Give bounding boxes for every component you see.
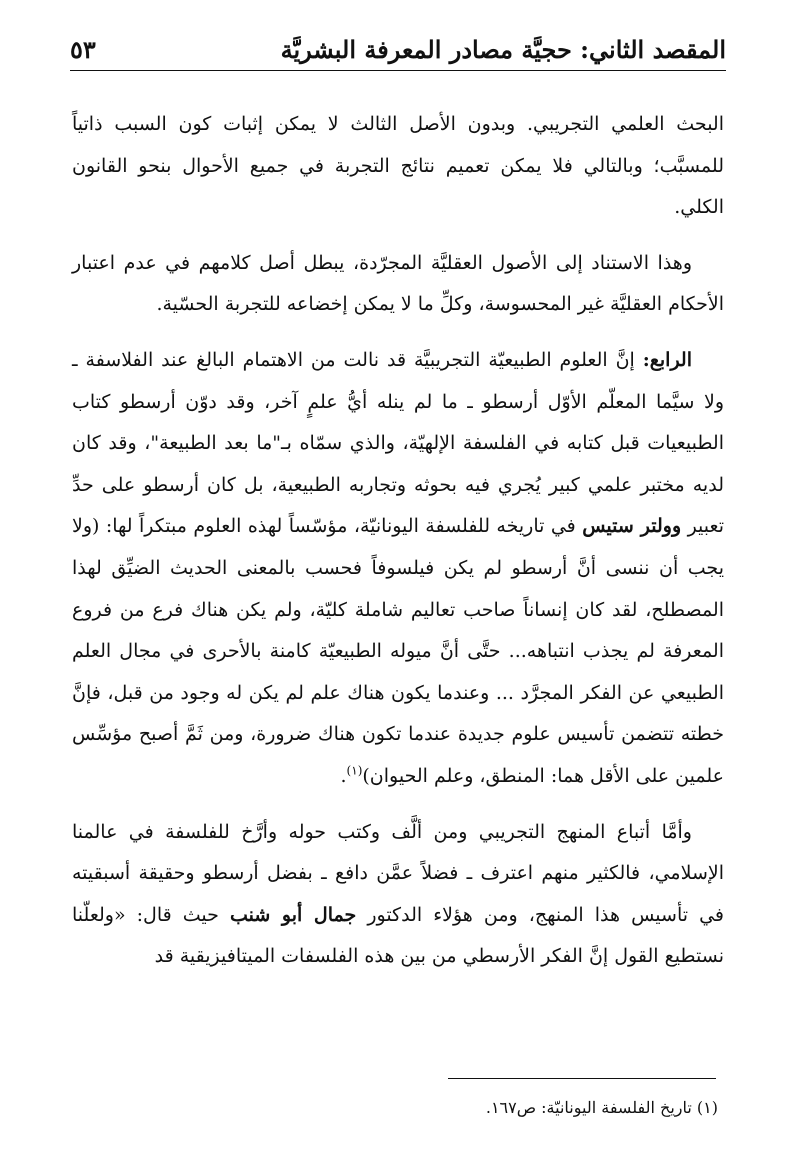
body-text: [72, 104, 724, 992]
paragraph-4-text-a: وأمَّا أتباع المنهج التجريبي ومن ألَّف وكتب حوله وأرَّخ للفلسفة في عالمنا الإسلامي، فالكثير منهم اعترف ـ فضلاً عمَّن دافع ـ بفضل أرسطو وحقيقة أسبقيته في تأسيس هذا المنهج، ومن هؤلاء الدكتور: [72, 820, 725, 926]
paragraph-4-text-b: حيث قال: «ولعلّنا نستطيع القول إنَّ الفكر الأرسطي من بين هذه الفلسفات الميتافيزيقية قد: [72, 903, 724, 968]
paragraph-3-author-name: وولتر ستيس: [582, 515, 682, 538]
page-number: ٥٣: [70, 35, 96, 64]
footnote-marker: (١): [346, 763, 363, 778]
paragraph-1-text: البحث العلمي التجريبي. وبدون الأصل الثالث لا يمكن إثبات كون السبب ذاتياً للمسبَّب؛ وبالتالي فلا يمكن تعميم نتائج التجربة في جميع الأحوال بنحو القانون الكلي.: [72, 113, 725, 219]
running-header: [70, 30, 726, 66]
footnote: [78, 1094, 718, 1122]
footnote-rule: [448, 1078, 716, 1079]
footnote-text: (١) تاريخ الفلسفة اليونانيّة: ص١٦٧.: [485, 1098, 718, 1117]
paragraph-3-end: .: [340, 764, 347, 787]
paragraph-2: [72, 243, 724, 326]
paragraph-1: [72, 104, 724, 229]
paragraph-3-text-a: إنَّ العلوم الطبيعيّة التجريبيَّة قد نالت من الاهتمام البالغ عند الفلاسفة ـ ولا سيَّما المعلّم الأوّل أرسطو ـ ما لم ينله أيُّ علمٍ آخر، وقد دوّن أرسطو كتاب الطبيعيات قبل كتابه في الفلسفة الإلهيّة، والذي سمّاه بـ"ما بعد الطبيعة"، وقد كان لديه مختبر علمي كبير يُجري فيه بحوثه وتجاربه الطبيعية، بل كان أرسطو على حدِّ تعبير: [72, 348, 724, 538]
paragraph-2-text: وهذا الاستناد إلى الأصول العقليَّة المجرّدة، يبطل أصل كلامهم في عدم اعتبار الأحكام العقليَّة غير المحسوسة، وكلِّ ما لا يمكن إخضاعه للتجربة الحسّية.: [72, 251, 724, 316]
paragraph-4-author-name: جمال أبو شنب: [229, 903, 357, 926]
paragraph-3: [72, 340, 724, 798]
running-header-title: المقصد الثاني: حجيَّة مصادر المعرفة البشريَّة: [280, 35, 726, 64]
paragraph-3-text-b: في تاريخه للفلسفة اليونانيّة، مؤسّساً لهذه العلوم مبتكراً لها: (ولا يجب أن ننسى أنَّ أرسطو لم يكن فيلسوفاً فحسب بالمعنى الحديث الضيِّق لهذا المصطلح، لقد كان إنساناً صاحب تعاليم شاملة كليّة، ولم يكن هناك فرع من فروع المعرفة لم يجذب انتباهه... حتَّى أنَّ ميوله الطبيعيّة كامنة بالأحرى في مجال العلم الطبيعي عن الفكر المجرَّد ... وعندما يكون هناك علم لم يكن له وجود من قبل، فإنَّ خطته تتضمن تأسيس علوم جديدة عندما تكون هناك ضرورة، ومن ثَمَّ أصبح مؤسِّس علمين على الأقل هما: المنطق، وعلم الحيوان): [72, 515, 724, 787]
paragraph-4: [72, 812, 724, 978]
paragraph-3-label: الرابع:: [642, 348, 692, 371]
header-rule: [70, 70, 726, 71]
